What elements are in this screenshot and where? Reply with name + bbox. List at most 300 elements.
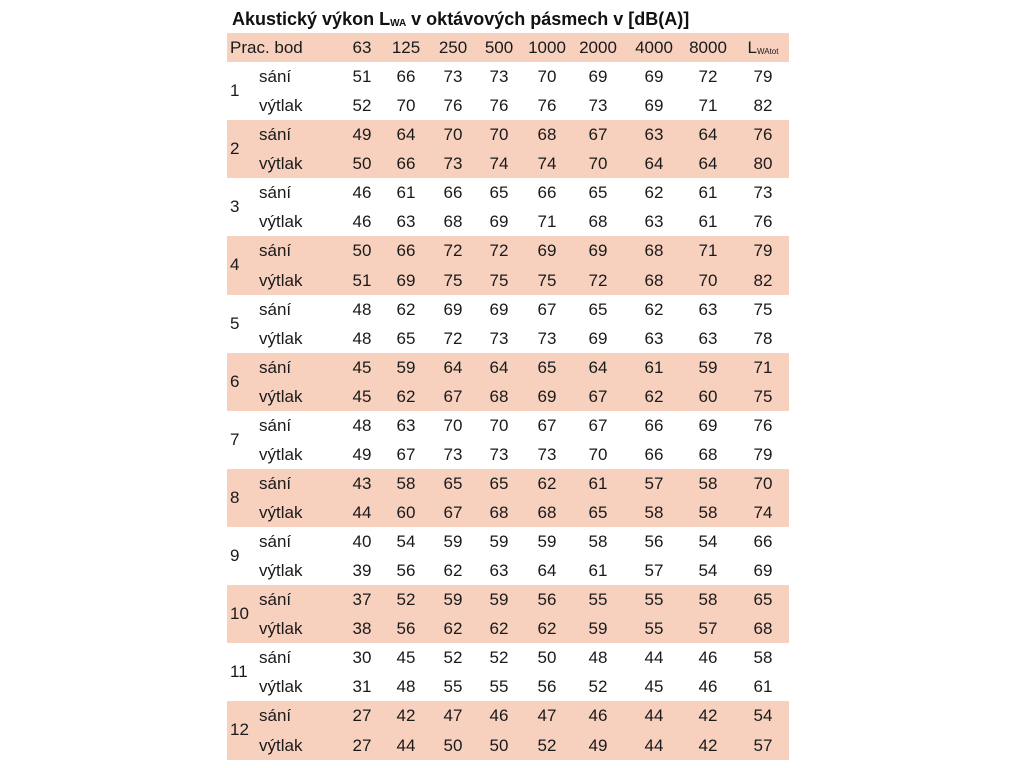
band-value: 68 (443, 212, 463, 232)
band-value: 59 (698, 357, 718, 377)
band-value: 67 (537, 415, 557, 435)
band-value: 42 (698, 735, 718, 755)
band-value: 70 (489, 125, 509, 145)
band-value: 46 (489, 706, 509, 726)
band-value: 52 (443, 648, 463, 668)
inlet-row (227, 120, 789, 149)
operating-point-number: 3 (230, 197, 240, 217)
band-value: 59 (443, 590, 463, 610)
band-value: 55 (644, 619, 664, 639)
band-value: 62 (443, 619, 463, 639)
band-value: 44 (644, 648, 664, 668)
band-value: 58 (698, 503, 718, 523)
band-value: 51 (352, 270, 372, 290)
band-value: 62 (644, 386, 664, 406)
band-value: 59 (489, 590, 509, 610)
band-value: 65 (588, 503, 608, 523)
band-value: 48 (352, 299, 372, 319)
band-value: 72 (443, 241, 463, 261)
band-value: 65 (396, 328, 416, 348)
band-value: 67 (588, 415, 608, 435)
row-label: výtlak (259, 503, 303, 523)
band-value: 68 (537, 503, 557, 523)
outlet-row (227, 614, 789, 643)
band-value: 72 (588, 270, 608, 290)
band-value: 69 (644, 96, 664, 116)
band-value: 69 (489, 299, 509, 319)
total-value: 82 (753, 270, 773, 290)
band-value: 58 (396, 473, 416, 493)
header-total: $L_{WAtot}$ (747, 38, 779, 57)
operating-point-number: 2 (230, 139, 240, 159)
band-value: 61 (644, 357, 664, 377)
band-value: 48 (396, 677, 416, 697)
header-band: 8000 (689, 38, 727, 57)
band-value: 42 (698, 706, 718, 726)
band-value: 71 (537, 212, 557, 232)
operating-point-number: 5 (230, 313, 240, 333)
band-value: 30 (352, 648, 372, 668)
band-value: 58 (698, 590, 718, 610)
band-value: 45 (352, 357, 372, 377)
band-value: 62 (443, 561, 463, 581)
band-value: 75 (537, 270, 557, 290)
inlet-row (227, 411, 789, 440)
operating-point-group (227, 120, 789, 178)
band-value: 74 (489, 154, 509, 174)
band-value: 59 (537, 532, 557, 552)
band-value: 46 (698, 648, 718, 668)
band-value: 63 (644, 328, 664, 348)
band-value: 65 (588, 183, 608, 203)
band-value: 70 (489, 415, 509, 435)
band-value: 62 (537, 619, 557, 639)
band-value: 55 (443, 677, 463, 697)
total-value: 75 (753, 386, 773, 406)
band-value: 59 (588, 619, 608, 639)
band-value: 49 (588, 735, 608, 755)
table-body (227, 62, 789, 760)
inlet-row (227, 469, 789, 498)
band-value: 69 (588, 241, 608, 261)
band-value: 68 (698, 444, 718, 464)
header-band: 250 (438, 38, 468, 57)
band-value: 52 (537, 735, 557, 755)
band-value: 69 (698, 415, 718, 435)
row-label: výtlak (259, 386, 303, 406)
band-value: 71 (698, 241, 718, 261)
band-value: 69 (588, 67, 608, 87)
band-value: 44 (644, 735, 664, 755)
band-value: 47 (537, 706, 557, 726)
band-value: 66 (443, 183, 463, 203)
band-value: 50 (352, 154, 372, 174)
total-value: 58 (753, 648, 773, 668)
band-value: 72 (698, 67, 718, 87)
inlet-row (227, 701, 789, 730)
total-value: 73 (753, 183, 773, 203)
band-value: 54 (698, 561, 718, 581)
row-label: sání (259, 532, 292, 552)
header-band: 2000 (579, 38, 617, 57)
band-value: 59 (396, 357, 416, 377)
header-band: 1000 (528, 38, 566, 57)
operating-point-group (227, 353, 789, 411)
band-value: 68 (588, 212, 608, 232)
band-value: 44 (352, 503, 372, 523)
band-value: 44 (644, 706, 664, 726)
band-value: 72 (443, 328, 463, 348)
outlet-row (227, 556, 789, 585)
inlet-row (227, 236, 789, 265)
row-label: sání (259, 299, 292, 319)
band-value: 48 (352, 415, 372, 435)
band-value: 67 (537, 299, 557, 319)
band-value: 68 (537, 125, 557, 145)
band-value: 64 (396, 125, 416, 145)
operating-point-number: 11 (230, 662, 248, 682)
total-value: 80 (753, 154, 773, 174)
header-band: 500 (484, 38, 514, 57)
total-value: 76 (753, 415, 773, 435)
band-value: 62 (644, 183, 664, 203)
total-value: 78 (753, 328, 773, 348)
operating-point-number: 1 (230, 81, 240, 101)
header-row (227, 33, 789, 62)
band-value: 70 (698, 270, 718, 290)
band-value: 65 (537, 357, 557, 377)
table-title: Akustický výkon $L_{WA}$ v oktávových pásmech v [dB(A)] (232, 9, 690, 29)
band-value: 56 (396, 561, 416, 581)
band-value: 72 (489, 241, 509, 261)
band-value: 70 (588, 444, 608, 464)
band-value: 73 (443, 154, 463, 174)
operating-point-number: 9 (230, 546, 240, 566)
band-value: 68 (489, 503, 509, 523)
band-value: 46 (352, 183, 372, 203)
band-value: 66 (644, 444, 664, 464)
band-value: 67 (443, 386, 463, 406)
band-value: 43 (352, 473, 372, 493)
band-value: 46 (352, 212, 372, 232)
band-value: 48 (588, 648, 608, 668)
band-value: 61 (588, 473, 608, 493)
operating-point-group (227, 701, 789, 759)
band-value: 63 (489, 561, 509, 581)
operating-point-number: 10 (230, 604, 249, 624)
band-value: 64 (489, 357, 509, 377)
operating-point-number: 8 (230, 487, 240, 507)
band-value: 66 (396, 241, 416, 261)
operating-point-group (227, 62, 789, 120)
band-value: 70 (396, 96, 416, 116)
row-label: výtlak (259, 561, 303, 581)
band-value: 46 (698, 677, 718, 697)
row-label: výtlak (259, 619, 303, 639)
row-label: sání (259, 183, 292, 203)
outlet-row (227, 91, 789, 120)
band-value: 73 (489, 328, 509, 348)
total-value: 82 (753, 96, 773, 116)
band-value: 54 (698, 532, 718, 552)
band-value: 55 (489, 677, 509, 697)
band-value: 62 (489, 619, 509, 639)
band-value: 52 (396, 590, 416, 610)
outlet-row (227, 731, 789, 760)
band-value: 58 (644, 503, 664, 523)
band-value: 70 (443, 125, 463, 145)
band-value: 49 (352, 444, 372, 464)
row-label: sání (259, 473, 292, 493)
operating-point-number: 12 (230, 720, 249, 740)
band-value: 66 (396, 154, 416, 174)
band-value: 45 (352, 386, 372, 406)
band-value: 50 (443, 735, 463, 755)
band-value: 63 (644, 212, 664, 232)
band-value: 56 (644, 532, 664, 552)
row-label: výtlak (259, 735, 303, 755)
total-value: 61 (753, 677, 773, 697)
band-value: 69 (489, 212, 509, 232)
operating-point-group (227, 178, 789, 236)
band-value: 27 (352, 706, 372, 726)
band-value: 50 (352, 241, 372, 261)
band-value: 63 (644, 125, 664, 145)
band-value: 74 (537, 154, 557, 174)
band-value: 73 (537, 444, 557, 464)
band-value: 63 (698, 299, 718, 319)
band-value: 59 (443, 532, 463, 552)
header-band: 125 (391, 38, 421, 57)
row-label: sání (259, 706, 292, 726)
band-value: 62 (537, 473, 557, 493)
inlet-row (227, 295, 789, 324)
outlet-row (227, 266, 789, 295)
band-value: 45 (644, 677, 664, 697)
header-point: Prac. bod (230, 38, 303, 57)
band-value: 67 (588, 386, 608, 406)
band-value: 73 (588, 96, 608, 116)
inlet-row (227, 62, 789, 91)
band-value: 75 (443, 270, 463, 290)
band-value: 60 (698, 386, 718, 406)
header-band: 4000 (635, 38, 673, 57)
row-label: výtlak (259, 154, 303, 174)
band-value: 76 (443, 96, 463, 116)
band-value: 64 (698, 154, 718, 174)
band-value: 76 (489, 96, 509, 116)
operating-point-group (227, 411, 789, 469)
total-value: 57 (753, 735, 773, 755)
band-value: 73 (443, 444, 463, 464)
row-label: výtlak (259, 444, 303, 464)
operating-point-group (227, 643, 789, 701)
band-value: 38 (352, 619, 372, 639)
row-label: sání (259, 125, 292, 145)
row-label: sání (259, 67, 292, 87)
total-value: 69 (753, 561, 773, 581)
total-value: 76 (753, 212, 773, 232)
band-value: 65 (489, 473, 509, 493)
band-value: 70 (537, 67, 557, 87)
band-value: 73 (443, 67, 463, 87)
band-value: 66 (396, 67, 416, 87)
operating-point-group (227, 585, 789, 643)
band-value: 62 (396, 386, 416, 406)
band-value: 61 (698, 212, 718, 232)
band-value: 58 (588, 532, 608, 552)
band-value: 62 (644, 299, 664, 319)
outlet-row (227, 440, 789, 469)
band-value: 63 (396, 212, 416, 232)
operating-point-number: 7 (230, 429, 240, 449)
band-value: 75 (489, 270, 509, 290)
band-value: 64 (443, 357, 463, 377)
band-value: 73 (537, 328, 557, 348)
band-value: 67 (588, 125, 608, 145)
row-label: výtlak (259, 677, 303, 697)
operating-point-group (227, 295, 789, 353)
inlet-row (227, 353, 789, 382)
band-value: 67 (396, 444, 416, 464)
band-value: 39 (352, 561, 372, 581)
band-value: 68 (489, 386, 509, 406)
band-value: 64 (537, 561, 557, 581)
total-value: 70 (753, 473, 773, 493)
band-value: 52 (489, 648, 509, 668)
band-value: 59 (489, 532, 509, 552)
operating-point-group (227, 236, 789, 294)
band-value: 61 (588, 561, 608, 581)
band-value: 37 (352, 590, 372, 610)
band-value: 60 (396, 503, 416, 523)
total-value: 76 (753, 125, 773, 145)
row-label: sání (259, 357, 292, 377)
inlet-row (227, 585, 789, 614)
operating-point-group (227, 527, 789, 585)
band-value: 69 (443, 299, 463, 319)
band-value: 27 (352, 735, 372, 755)
operating-point-number: 6 (230, 371, 240, 391)
band-value: 64 (588, 357, 608, 377)
total-value: 75 (753, 299, 773, 319)
band-value: 56 (537, 677, 557, 697)
band-value: 50 (489, 735, 509, 755)
band-value: 40 (352, 532, 372, 552)
band-value: 69 (537, 386, 557, 406)
band-value: 70 (443, 415, 463, 435)
total-value: 79 (753, 241, 773, 261)
operating-point-group (227, 469, 789, 527)
outlet-row (227, 382, 789, 411)
sound-power-table (227, 33, 789, 760)
band-value: 70 (588, 154, 608, 174)
band-value: 52 (588, 677, 608, 697)
band-value: 61 (698, 183, 718, 203)
outlet-row (227, 324, 789, 353)
inlet-row (227, 643, 789, 672)
inlet-row (227, 527, 789, 556)
band-value: 65 (588, 299, 608, 319)
operating-point-number: 4 (230, 255, 240, 275)
band-value: 49 (352, 125, 372, 145)
band-value: 76 (537, 96, 557, 116)
outlet-row (227, 498, 789, 527)
row-label: výtlak (259, 328, 303, 348)
band-value: 50 (537, 648, 557, 668)
row-label: sání (259, 648, 292, 668)
band-value: 58 (698, 473, 718, 493)
band-value: 57 (644, 473, 664, 493)
row-label: sání (259, 590, 292, 610)
band-value: 69 (396, 270, 416, 290)
band-value: 56 (396, 619, 416, 639)
header-band: 63 (352, 38, 372, 57)
band-value: 73 (489, 444, 509, 464)
band-value: 62 (396, 299, 416, 319)
band-value: 55 (588, 590, 608, 610)
band-value: 73 (489, 67, 509, 87)
band-value: 61 (396, 183, 416, 203)
band-value: 71 (698, 96, 718, 116)
inlet-row (227, 178, 789, 207)
band-value: 63 (396, 415, 416, 435)
band-value: 69 (588, 328, 608, 348)
row-label: sání (259, 241, 292, 261)
outlet-row (227, 207, 789, 236)
band-value: 52 (352, 96, 372, 116)
band-value: 42 (396, 706, 416, 726)
band-value: 51 (352, 67, 372, 87)
outlet-row (227, 149, 789, 178)
band-value: 66 (537, 183, 557, 203)
band-value: 47 (443, 706, 463, 726)
total-value: 68 (753, 619, 773, 639)
total-value: 71 (753, 357, 773, 377)
band-value: 44 (396, 735, 416, 755)
row-label: sání (259, 415, 292, 435)
band-value: 67 (443, 503, 463, 523)
outlet-row (227, 672, 789, 701)
total-value: 79 (753, 444, 773, 464)
row-label: výtlak (259, 212, 303, 232)
band-value: 66 (644, 415, 664, 435)
band-value: 68 (644, 270, 664, 290)
band-value: 64 (644, 154, 664, 174)
band-value: 54 (396, 532, 416, 552)
total-value: 65 (753, 590, 773, 610)
band-value: 68 (644, 241, 664, 261)
band-value: 65 (489, 183, 509, 203)
band-value: 55 (644, 590, 664, 610)
band-value: 69 (644, 67, 664, 87)
band-value: 65 (443, 473, 463, 493)
row-label: výtlak (259, 270, 303, 290)
band-value: 46 (588, 706, 608, 726)
total-value: 66 (753, 532, 773, 552)
row-label: výtlak (259, 96, 303, 116)
band-value: 45 (396, 648, 416, 668)
total-value: 74 (753, 503, 773, 523)
band-value: 63 (698, 328, 718, 348)
band-value: 48 (352, 328, 372, 348)
band-value: 57 (698, 619, 718, 639)
band-value: 56 (537, 590, 557, 610)
band-value: 69 (537, 241, 557, 261)
total-value: 54 (753, 706, 773, 726)
band-value: 31 (352, 677, 372, 697)
total-value: 79 (753, 67, 773, 87)
